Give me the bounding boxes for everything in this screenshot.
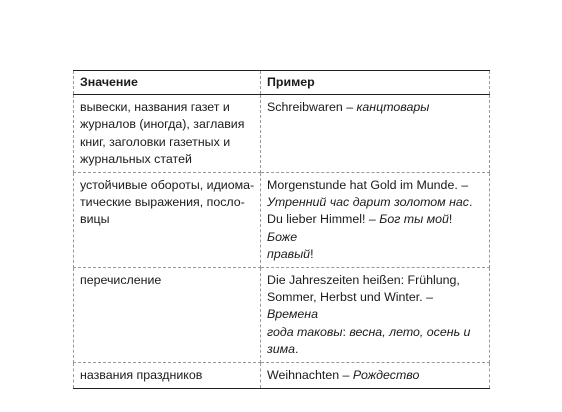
example-line	[267, 272, 484, 289]
table-row	[74, 173, 490, 268]
example-line	[267, 324, 484, 341]
meaning-line: перечисление	[80, 273, 162, 288]
example-cell	[261, 363, 490, 389]
meaning-line: устойчивые обороты, идиома-	[80, 178, 255, 193]
header-meaning: Значение	[74, 71, 261, 95]
meaning-line: книг, заголовки газетных и	[80, 134, 231, 149]
example-translation: правый	[267, 246, 311, 261]
example-line	[267, 246, 484, 263]
example-text: !	[448, 212, 453, 227]
example-line	[267, 211, 484, 245]
meaning-line: вывески, названия газет и	[80, 100, 230, 115]
meaning-example-table	[73, 70, 490, 389]
example-cell	[261, 268, 490, 363]
example-text: Die Jahreszeiten heißen: Frühlung,	[267, 273, 460, 288]
table-row	[74, 363, 490, 389]
example-text: Schreibwaren –	[267, 100, 357, 115]
header-example: Пример	[261, 71, 490, 95]
table-row	[74, 268, 490, 363]
example-translation: канцтовары	[356, 100, 430, 115]
example-translation: Боже	[267, 229, 298, 244]
meaning-cell	[74, 173, 261, 268]
example-line	[267, 367, 484, 384]
meaning-cell	[74, 363, 261, 389]
example-translation: Времена	[267, 307, 319, 322]
example-line	[267, 289, 484, 323]
example-text: !	[310, 246, 314, 261]
example-translation: зима	[267, 341, 296, 356]
example-cell	[261, 95, 490, 173]
example-line	[267, 194, 484, 211]
example-line	[267, 341, 484, 358]
example-line	[267, 99, 484, 116]
meaning-line: вицы	[80, 212, 110, 227]
example-translation: Бог ты мой	[379, 212, 449, 227]
meaning-line: названия праздников	[80, 368, 203, 383]
table-header-row	[74, 71, 490, 95]
example-translation: весна, лето, осень и	[349, 324, 471, 339]
example-translation: года таковы	[267, 324, 343, 339]
example-text: .	[295, 341, 299, 356]
example-text: :	[342, 324, 350, 339]
example-text: Morgenstunde hat Gold im Munde. –	[267, 178, 469, 193]
example-cell	[261, 173, 490, 268]
example-translation: Утренний час дарит золотом нас	[267, 195, 470, 210]
table-row	[74, 95, 490, 173]
meaning-cell	[74, 268, 261, 363]
example-text: Weihnachten –	[267, 368, 353, 383]
example-text: Du lieber Himmel! –	[267, 212, 380, 227]
example-text: Sommer, Herbst und Winter. –	[267, 290, 433, 305]
example-text: .	[469, 195, 473, 210]
meaning-line: журнальных статей	[80, 151, 192, 166]
meaning-line: тические выражения, посло-	[80, 195, 245, 210]
example-translation: Рождество	[352, 368, 420, 383]
meaning-line: журналов (иногда), заглавия	[80, 117, 245, 132]
meaning-cell	[74, 95, 261, 173]
document-table-container	[73, 70, 489, 389]
example-line	[267, 177, 484, 194]
table-body	[74, 95, 490, 389]
